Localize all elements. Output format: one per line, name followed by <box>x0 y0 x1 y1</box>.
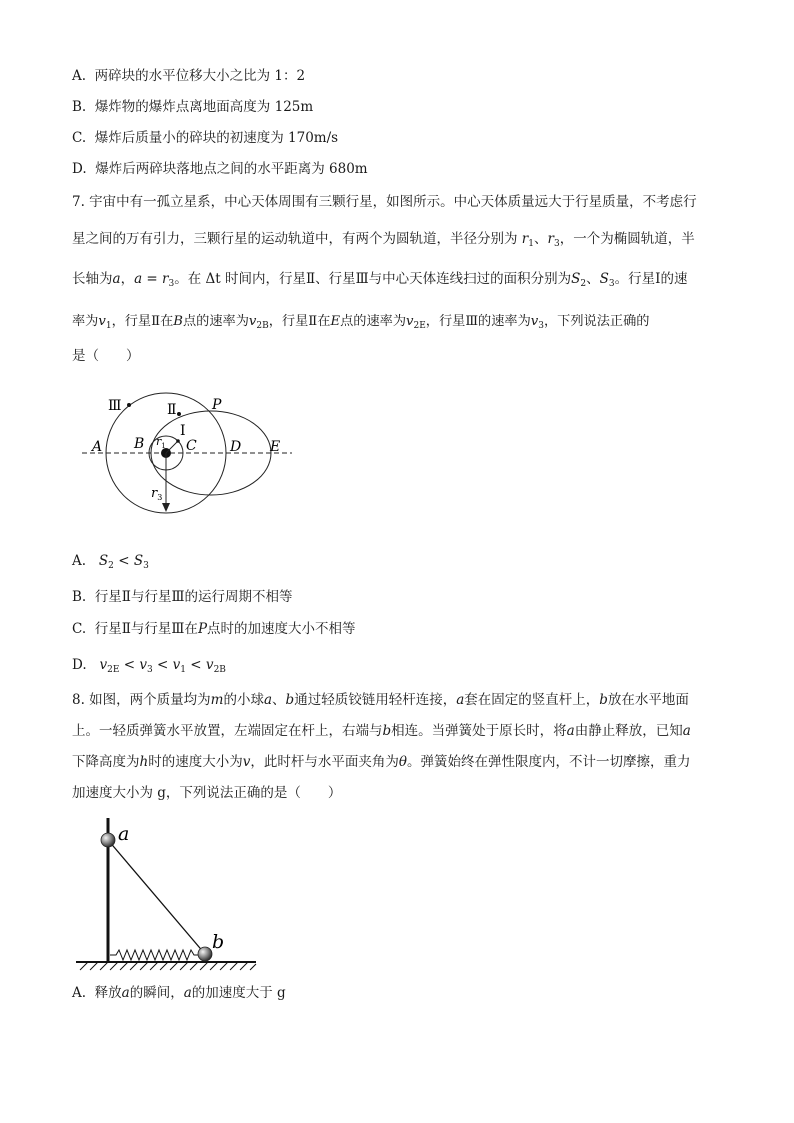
text: 是（ ） <box>72 348 140 364</box>
var-theta: θ <box>398 754 407 770</box>
option-text: 行星Ⅱ与行星Ⅲ的运行周期不相等 <box>94 589 293 605</box>
var-v2b: v <box>248 314 257 329</box>
text: 相连。当弹簧处于原长时，将 <box>391 723 567 739</box>
var-a: a <box>682 723 691 739</box>
var-a: a <box>112 271 121 287</box>
light-rod <box>108 840 205 954</box>
text: 加速度大小为 g，下列说法正确的是（ ） <box>72 785 342 801</box>
text: 7. 宇宙中有一孤立星系，中心天体周围有三颗行星，如图所示。中心天体质量远大于行星质量，不考虑行 <box>72 194 697 210</box>
label-r1: $r_1$ <box>156 435 166 450</box>
sub: 3 <box>553 239 560 249</box>
label-b: b <box>212 931 225 953</box>
text: 8. 如图，两个质量均为 <box>72 692 211 708</box>
var-a: a <box>263 692 273 708</box>
var-a: a <box>566 723 575 739</box>
sub: 1 <box>528 239 534 249</box>
label-C: C <box>186 438 197 454</box>
sub: 1 <box>180 665 187 675</box>
var-v2b: v <box>205 657 214 673</box>
lt-sign: < <box>152 657 173 673</box>
sub: 2B <box>213 665 226 675</box>
option-letter: A. <box>72 553 87 569</box>
sub: 3 <box>608 279 615 289</box>
var-m: m <box>210 692 224 708</box>
text: 上。一轻质弹簧水平放置，左端固定在杆上，右端与 <box>72 723 383 739</box>
label-III: Ⅲ <box>108 398 122 414</box>
var-b: B <box>173 314 183 329</box>
var-v2e: v <box>99 657 108 673</box>
text: ，一个为椭圆轨道，半 <box>559 231 695 247</box>
option-text: 爆炸后质量小的碎块的初速度为 170m/s <box>94 130 339 146</box>
sub: 2 <box>580 279 587 289</box>
var-s2: S <box>98 553 109 569</box>
label-D: D <box>230 439 242 455</box>
text: 放在水平地面 <box>607 692 689 708</box>
var-v2e: v <box>406 314 414 329</box>
var-v: v <box>242 754 251 770</box>
text: 。行星Ⅰ的速 <box>614 271 688 287</box>
text: 率为 <box>72 314 99 329</box>
var-b: b <box>285 692 295 708</box>
ground-hatching <box>80 962 256 970</box>
var-p: P <box>197 621 208 637</box>
var-h: h <box>139 754 149 770</box>
text: ，下列说法正确的 <box>543 314 650 329</box>
label-II: Ⅱ <box>167 402 177 418</box>
option-text: 行星Ⅱ与行星Ⅲ在 <box>94 621 198 637</box>
text: 套在固定的竖直杆上， <box>464 692 600 708</box>
var-s3: S <box>133 553 144 569</box>
label-a: a <box>118 823 130 845</box>
text: ，行星Ⅲ的速率为 <box>425 314 531 329</box>
text: 。在 Δt 时间内，行星Ⅱ、行星Ⅲ与中心天体连线扫过的面积分别为 <box>174 271 572 287</box>
var-s3: S <box>599 271 609 287</box>
var-s2: S <box>571 271 581 287</box>
text: 由静止释放，已知 <box>574 723 683 739</box>
text: 点的速率为 <box>182 314 249 329</box>
lt-sign: < <box>186 657 206 673</box>
option-letter: D. <box>72 161 87 177</box>
text: 下降高度为 <box>72 754 140 770</box>
option-text: 爆炸后两碎块落地点之间的水平距离为 680m <box>95 161 368 177</box>
var-v3: v <box>139 657 147 673</box>
sub: 3 <box>168 279 175 289</box>
text: 时的速度大小为 <box>148 754 243 770</box>
text: ，此时杆与水平面夹角为 <box>250 754 399 770</box>
ball-b <box>198 947 212 961</box>
text: 点的速率为 <box>340 314 407 329</box>
text: 、 <box>272 692 286 708</box>
text: 星之间的万有引力，三颗行星的运动轨道中，有两个为圆轨道，半径分别为 <box>72 231 518 247</box>
text: ， <box>120 271 135 287</box>
option-letter: A. <box>72 68 87 84</box>
option-letter: C. <box>72 621 87 637</box>
text: 、 <box>586 271 600 287</box>
text: 长轴为 <box>72 271 113 287</box>
text: 、 <box>534 231 548 247</box>
label-P: P <box>212 397 222 413</box>
option-text: 的瞬间， <box>129 985 184 1001</box>
option-letter: A. <box>72 985 87 1001</box>
option-letter: D. <box>72 657 87 673</box>
sub: 1 <box>105 321 112 331</box>
lt-sign: < <box>119 657 140 673</box>
sub: 3 <box>143 561 149 571</box>
var-v1: v <box>98 314 106 329</box>
var-e: E <box>330 314 341 329</box>
sub: 2 <box>108 561 114 571</box>
option-text: 释放 <box>94 985 122 1001</box>
text: ，行星Ⅱ在 <box>111 314 174 329</box>
option-text: 两碎块的水平位移大小之比为 1：2 <box>94 68 306 84</box>
option-text: 点时的加速度大小不相等 <box>207 621 356 637</box>
var-a: a <box>456 692 465 708</box>
label-r3: $r_3$ <box>151 486 163 502</box>
text: 通过轻质铰链用轻杆连接， <box>294 692 457 708</box>
option-letter: C. <box>72 130 87 146</box>
spring <box>110 950 198 960</box>
label-B: B <box>134 436 145 452</box>
option-text: 爆炸物的爆炸点离地面高度为 125m <box>94 99 314 115</box>
option-text: 的加速度大于 g <box>191 985 286 1001</box>
q8-option-a <box>72 983 286 1003</box>
text: ，行星Ⅱ在 <box>268 314 331 329</box>
option-letter: B. <box>72 99 87 115</box>
label-A: A <box>92 439 103 455</box>
var-a: a <box>121 985 130 1001</box>
option-letter: B. <box>72 589 87 605</box>
var-v1: v <box>172 657 181 673</box>
var-b: b <box>382 723 392 739</box>
ball-a <box>101 833 115 847</box>
sub: 2B <box>256 321 269 331</box>
equation: a = r <box>134 271 169 287</box>
sub: 3 <box>147 665 153 675</box>
sub: 2E <box>413 321 426 331</box>
var-b: b <box>599 692 608 708</box>
var-r3: r <box>547 231 554 247</box>
lt-sign: < <box>113 553 134 569</box>
text: 。弹簧始终在弹性限度内，不计一切摩擦，重力 <box>406 754 691 770</box>
var-a: a <box>183 985 192 1001</box>
var-v3: v <box>530 314 539 329</box>
sub: 3 <box>538 321 544 331</box>
sub: 2E <box>107 665 120 675</box>
var-r1: r <box>521 231 529 247</box>
label-E: E <box>270 439 281 455</box>
label-I: I <box>180 423 186 439</box>
text: 的小球 <box>223 692 264 708</box>
